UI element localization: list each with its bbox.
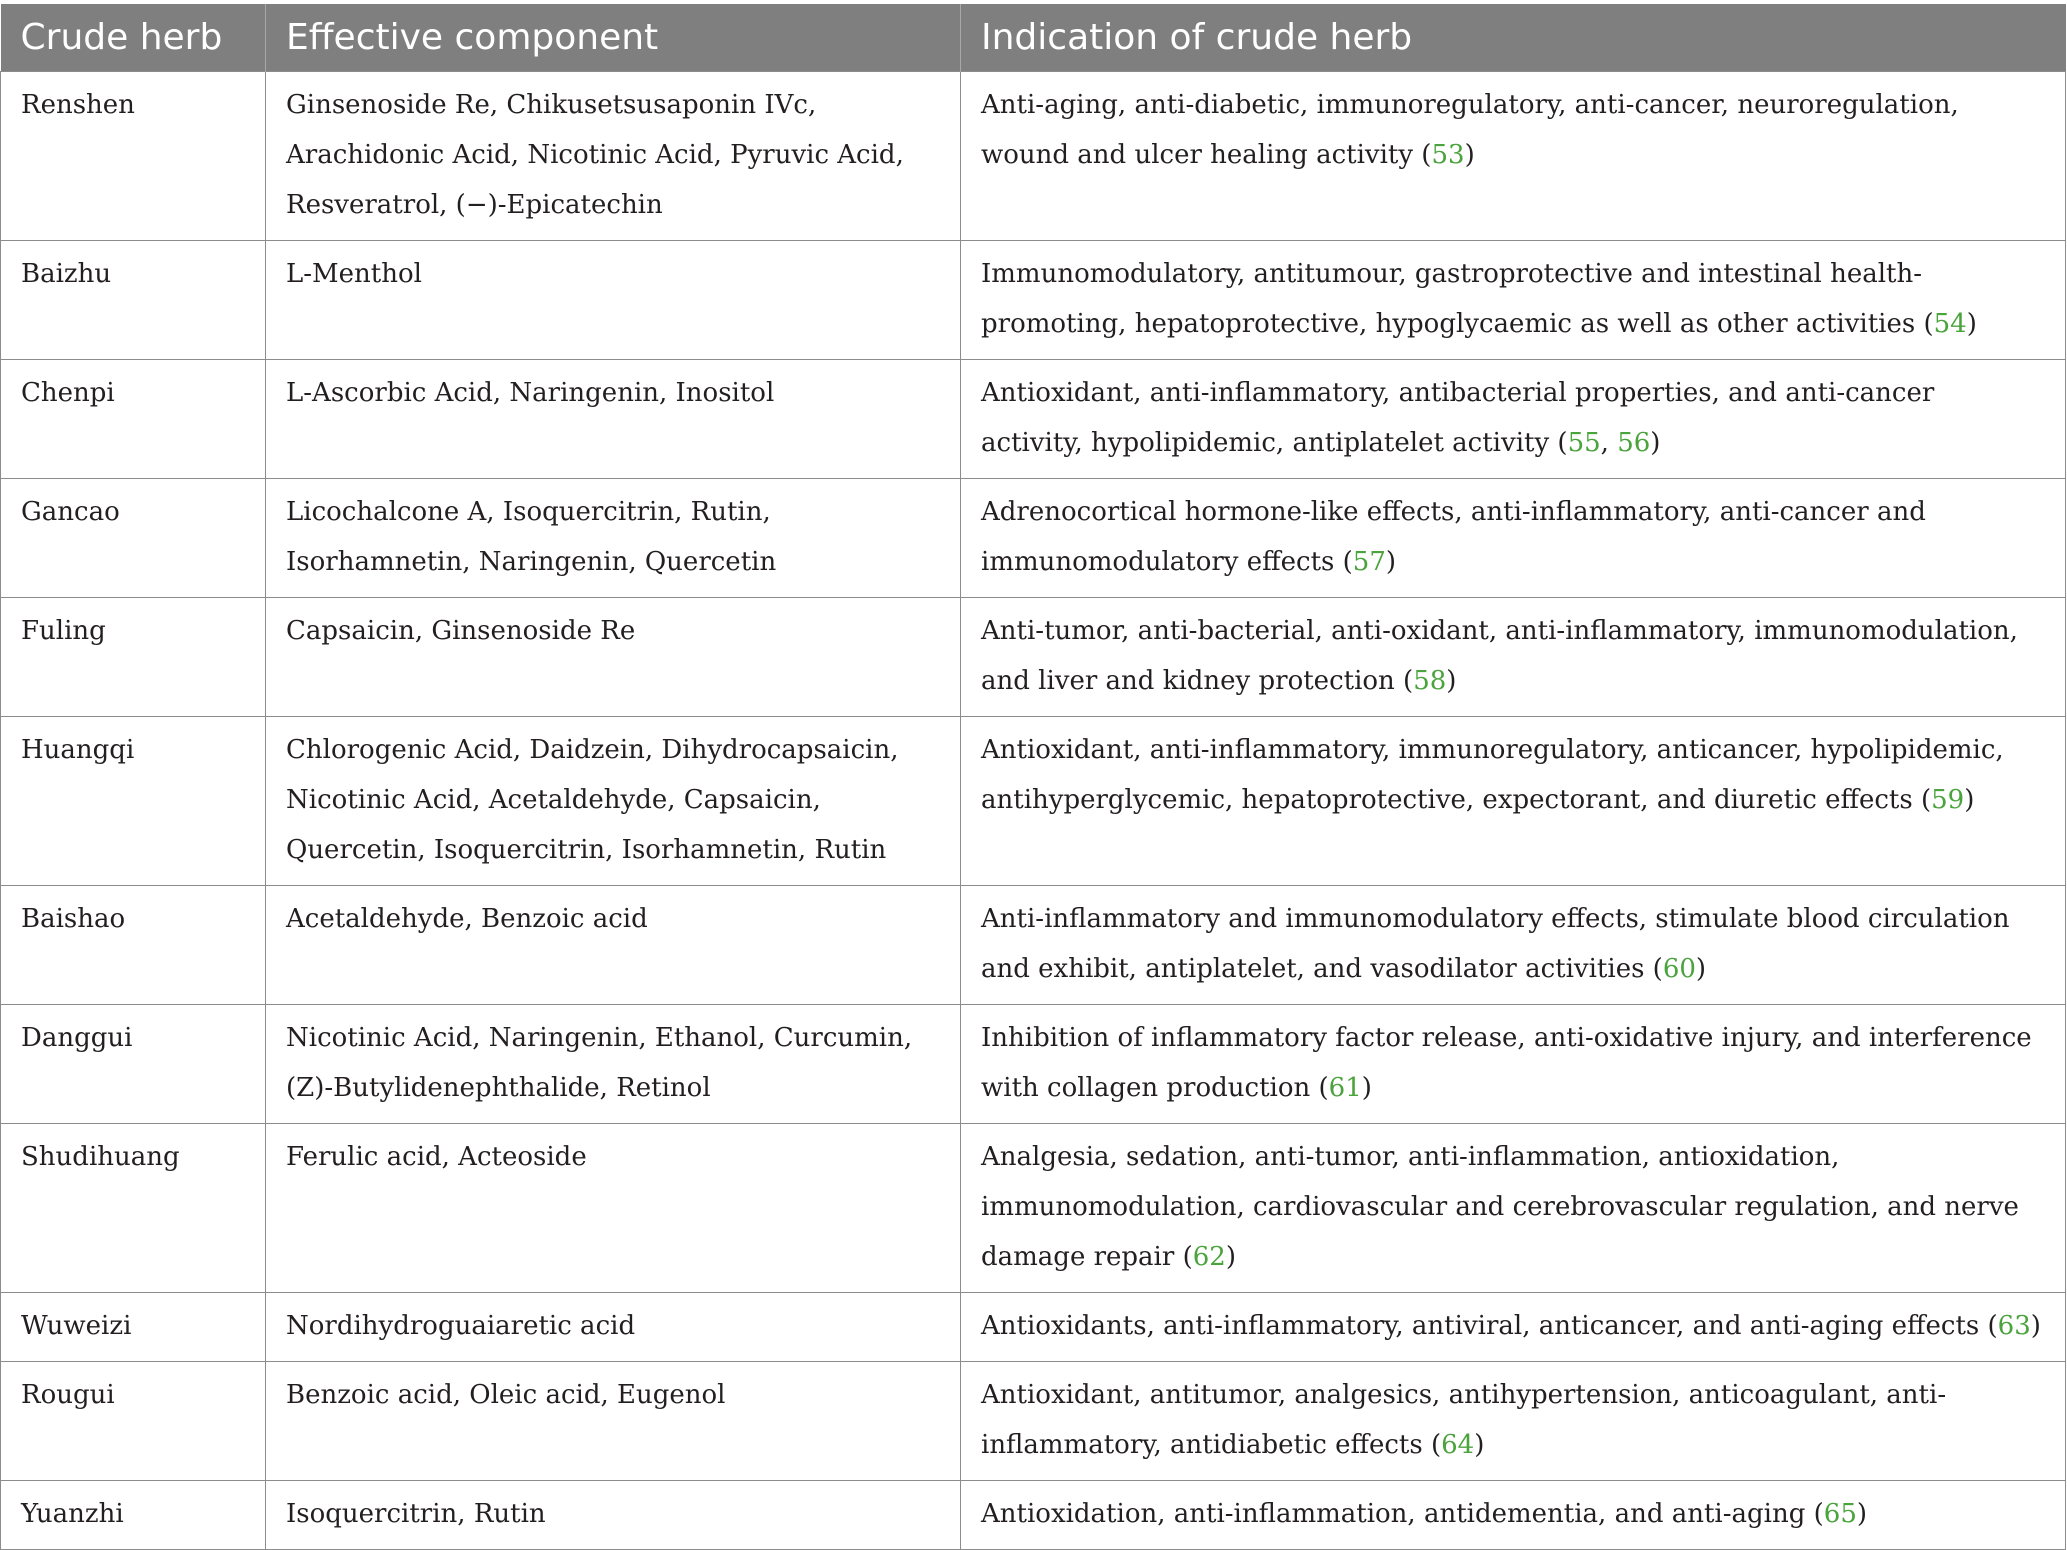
reference-link[interactable]: 58 [1413,666,1447,696]
effective-component-cell: Isoquercitrin, Rutin [266,1481,961,1550]
indication-close-paren: ) [1856,1499,1868,1529]
indication-close-paren: ) [1446,666,1457,696]
indication-close-paren: ) [1225,1242,1236,1272]
effective-component-cell: Ginsenoside Re, Chikusetsusaponin IVc, Arachidonic Acid, Nicotinic Acid, Pyruvic Acid, Resveratrol, (−)-Epicatechin [266,72,961,241]
reference-link[interactable]: 59 [1931,785,1965,815]
indication-close-paren: ) [1474,1430,1485,1460]
indication-text: Analgesia, sedation, anti-tumor, anti-inflammation, antioxidation, immunomodulation, cardiovascular and cerebrovascular regulation, and nerve damage repair ( [981,1142,2019,1272]
indication-text: Anti-aging, anti-diabetic, immunoregulatory, anti-cancer, neuroregulation, wound and ulcer healing activity ( [981,90,1959,170]
indication-close-paren: ) [1385,547,1397,577]
herb-name-cell: Renshen [1,72,266,241]
herb-name-cell: Fuling [1,598,266,717]
header-effective-component: Effective component [266,4,961,72]
indication-text: Inhibition of inflammatory factor release, anti-oxidative injury, and interference with collagen production ( [981,1023,2032,1103]
herb-name-cell: Shudihuang [1,1124,266,1293]
indication-text: Antioxidant, anti-inflammatory, antibacterial properties, and anti-cancer activity, hypolipidemic, antiplatelet activity ( [981,378,1935,458]
reference-link[interactable]: 56 [1617,428,1651,458]
indication-cell [961,1005,2066,1124]
header-indication: Indication of crude herb [961,4,2066,72]
effective-component-cell: Chlorogenic Acid, Daidzein, Dihydrocapsaicin, Nicotinic Acid, Acetaldehyde, Capsaicin, Quercetin, Isoquercitrin, Isorhamnetin, Rutin [266,717,961,886]
effective-component-cell: Licochalcone A, Isoquercitrin, Rutin, Isorhamnetin, Naringenin, Quercetin [266,479,961,598]
table-row [1,1481,2066,1550]
indication-close-paren: ) [1361,1073,1372,1103]
indication-text: Immunomodulatory, antitumour, gastroprotective and intestinal health-promoting, hepatoprotective, hypoglycaemic as well as other activities ( [981,259,1934,339]
indication-close-paren: ) [1966,309,1977,339]
indication-cell [961,1481,2066,1550]
reference-link[interactable]: 57 [1352,547,1386,577]
effective-component-cell: Ferulic acid, Acteoside [266,1124,961,1293]
indication-cell [961,1124,2066,1293]
effective-component-cell: Benzoic acid, Oleic acid, Eugenol [266,1362,961,1481]
herb-name-cell: Danggui [1,1005,266,1124]
herb-name-cell: Wuweizi [1,1293,266,1362]
reference-link[interactable]: 54 [1933,309,1967,339]
indication-close-paren: ) [1650,428,1661,458]
effective-component-cell: Capsaicin, Ginsenoside Re [266,598,961,717]
reference-link[interactable]: 64 [1441,1430,1475,1460]
table-row [1,1293,2066,1362]
table-row [1,886,2066,1005]
indication-text: Anti-tumor, anti-bacterial, anti-oxidant, anti-inflammatory, immunomodulation, and liver and kidney protection ( [981,616,2018,696]
indication-cell [961,598,2066,717]
indication-text: Antioxidant, antitumor, analgesics, antihypertension, anticoagulant, anti-inflammatory, antidiabetic effects ( [981,1380,1947,1460]
indication-cell [961,72,2066,241]
indication-text: Adrenocortical hormone-like effects, anti-inflammatory, anti-cancer and immunomodulatory effects ( [981,497,1926,577]
table-row [1,241,2066,360]
herb-name-cell: Gancao [1,479,266,598]
herb-name-cell: Baizhu [1,241,266,360]
reference-link[interactable]: 62 [1192,1242,1226,1272]
reference-link[interactable]: 55 [1567,428,1601,458]
table-row [1,1005,2066,1124]
herb-table [0,4,2066,1550]
indication-cell [961,241,2066,360]
table-row [1,72,2066,241]
indication-text: Antioxidant, anti-inflammatory, immunoregulatory, anticancer, hypolipidemic, antihyperglycemic, hepatoprotective, expectorant, and diuretic effects ( [981,735,2004,815]
indication-close-paren: ) [2030,1311,2041,1341]
reference-link[interactable]: 65 [1823,1499,1857,1529]
herb-name-cell: Yuanzhi [1,1481,266,1550]
indication-close-paren: ) [1964,785,1975,815]
effective-component-cell: L-Ascorbic Acid, Naringenin, Inositol [266,360,961,479]
table-row [1,1362,2066,1481]
indication-close-paren: ) [1464,140,1475,170]
indication-text: Antioxidation, anti-inflammation, antidementia, and anti-aging ( [981,1499,1824,1529]
effective-component-cell: L-Menthol [266,241,961,360]
herb-name-cell: Huangqi [1,717,266,886]
table-row [1,479,2066,598]
table-row [1,598,2066,717]
table-body [1,72,2066,1550]
effective-component-cell: Acetaldehyde, Benzoic acid [266,886,961,1005]
reference-link[interactable]: 61 [1328,1073,1362,1103]
herb-name-cell: Baishao [1,886,266,1005]
indication-cell [961,479,2066,598]
effective-component-cell: Nicotinic Acid, Naringenin, Ethanol, Curcumin, (Z)-Butylidenephthalide, Retinol [266,1005,961,1124]
indication-close-paren: ) [1695,954,1707,984]
table-row [1,717,2066,886]
indication-cell [961,717,2066,886]
indication-cell [961,360,2066,479]
indication-text: Anti-inflammatory and immunomodulatory effects, stimulate blood circulation and exhibit, antiplatelet, and vasodilator activities ( [981,904,2010,984]
table-row [1,1124,2066,1293]
indication-cell [961,886,2066,1005]
reference-link[interactable]: 53 [1431,140,1465,170]
indication-text: Antioxidants, anti-inflammatory, antiviral, anticancer, and anti-aging effects ( [981,1311,1998,1341]
reference-link[interactable]: 60 [1662,954,1696,984]
herb-name-cell: Rougui [1,1362,266,1481]
effective-component-cell: Nordihydroguaiaretic acid [266,1293,961,1362]
herb-name-cell: Chenpi [1,360,266,479]
indication-cell [961,1293,2066,1362]
reference-link[interactable]: 63 [1997,1311,2031,1341]
indication-cell [961,1362,2066,1481]
reference-separator: , [1600,428,1618,458]
header-crude-herb: Crude herb [1,4,266,72]
header-row [1,4,2066,72]
table-row [1,360,2066,479]
